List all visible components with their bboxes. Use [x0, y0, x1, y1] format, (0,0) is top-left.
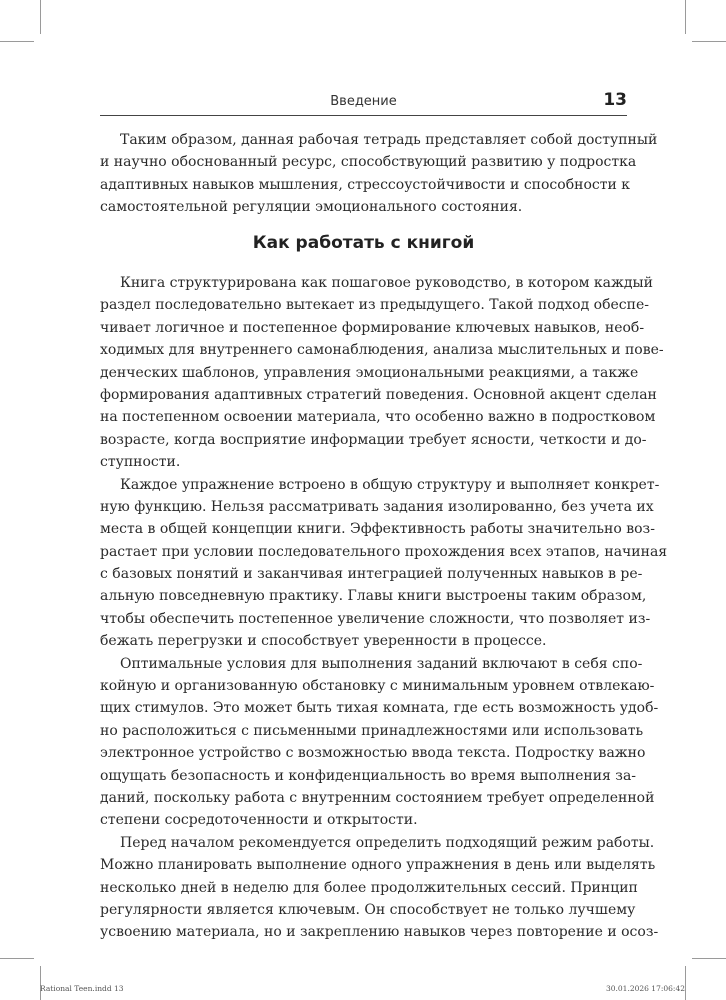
text-line: самостоятельной регуляции эмоционального состояния. [100, 199, 523, 216]
text-line: формирования адаптивных стратегий поведения. Основной акцент сделан [100, 386, 657, 403]
body-text [100, 272, 668, 944]
crop-mark [685, 0, 686, 34]
text-line: щих стимулов. Это может быть тихая комната, где есть возможность удоб- [100, 700, 659, 717]
running-head [100, 92, 627, 114]
page-number: 13 [603, 90, 627, 110]
text-line: усвоению материала, но и закреплению навыков через повторение и осоз- [100, 924, 659, 941]
text-line: возрасте, когда восприятие информации требует ясности, четкости и до- [100, 431, 647, 448]
text-line: на постепенном освоении материала, что особенно важно в подростковом [100, 409, 656, 426]
text-line: Книга структурирована как пошаговое руководство, в котором каждый [120, 275, 654, 291]
text-line: с базовых понятий и заканчивая интеграцией полученных навыков в ре- [100, 566, 643, 583]
text-line: альную повседневную практику. Главы книги выстроены таким образом, [100, 588, 647, 605]
crop-mark [692, 958, 726, 959]
text-line: растает при условии последовательного прохождения всех этапов, начиная [100, 543, 668, 560]
paragraph [100, 474, 668, 653]
text-line: денческих шаблонов, управления эмоциональными реакциями, а также [100, 364, 639, 381]
text-line: адаптивных навыков мышления, стрессоустойчивости и способности к [100, 176, 631, 193]
text-line: койную и организованную обстановку с минимальным уровнем отвлекаю- [100, 678, 655, 695]
crop-mark [0, 41, 34, 42]
text-line: чивает логичное и постепенное формирование ключевых навыков, необ- [100, 319, 645, 336]
running-head-chapter: Введение [330, 94, 397, 109]
text-line: но расположиться с письменными принадлежностями или использовать [100, 722, 644, 739]
text-line: раздел последовательно вытекает из предыдущего. Такой подход обеспе- [100, 297, 649, 314]
text-line: места в общей концепции книги. Эффективность работы значительно воз- [100, 521, 655, 538]
header-rule [100, 115, 627, 116]
crop-mark [692, 41, 726, 42]
text-line: электронное устройство с возможностью ввода текста. Подростку важно [100, 745, 646, 762]
text-line: регулярности является ключевым. Он способствует не только лучшему [100, 901, 636, 918]
crop-mark [40, 966, 41, 1000]
text-line: ходимых для внутреннего самонаблюдения, анализа мыслительных и пове- [100, 342, 664, 359]
slug-datetime: 30.01.2026 17:06:42 [605, 984, 685, 993]
paragraph [100, 832, 659, 944]
text-line: степени сосредоточенности и открытости. [100, 812, 418, 829]
intro-paragraph [100, 129, 658, 219]
text-line: бежать перегрузки и способствует уверенности в процессе. [100, 633, 547, 650]
text-line: Перед началом рекомендуется определить подходящий режим работы. [120, 834, 655, 851]
crop-mark [685, 966, 686, 1000]
text-line: несколько дней в неделю для более продолжительных сессий. Принцип [100, 879, 638, 896]
text-line: чтобы обеспечить постепенное увеличение сложности, что позволяет из- [100, 610, 651, 627]
paragraph [100, 272, 664, 474]
text-line: даний, поскольку работа с внутренним состоянием требует определенной [100, 789, 655, 806]
slug-file: Rational Teen.indd 13 [40, 984, 124, 993]
text-line: Можно планировать выполнение одного упражнения в день или выделять [100, 857, 656, 874]
paragraph [100, 653, 659, 832]
text-line: Таким образом, данная рабочая тетрадь представляет собой доступный [120, 132, 658, 148]
text-line: Оптимальные условия для выполнения заданий включают в себя спо- [120, 655, 643, 672]
text-line: ную функцию. Нельзя рассматривать задания изолированно, без учета их [100, 498, 654, 515]
text-line: ступности. [100, 454, 181, 471]
section-heading: Как работать с книгой [252, 233, 475, 253]
crop-mark [40, 0, 41, 34]
text-line: Каждое упражнение встроено в общую структуру и выполняет конкрет- [120, 476, 660, 493]
text-line: и научно обоснованный ресурс, способствующий развитию у подростка [100, 154, 637, 171]
text-line: ощущать безопасность и конфиденциальность во время выполнения за- [100, 767, 637, 784]
crop-mark [0, 958, 34, 959]
